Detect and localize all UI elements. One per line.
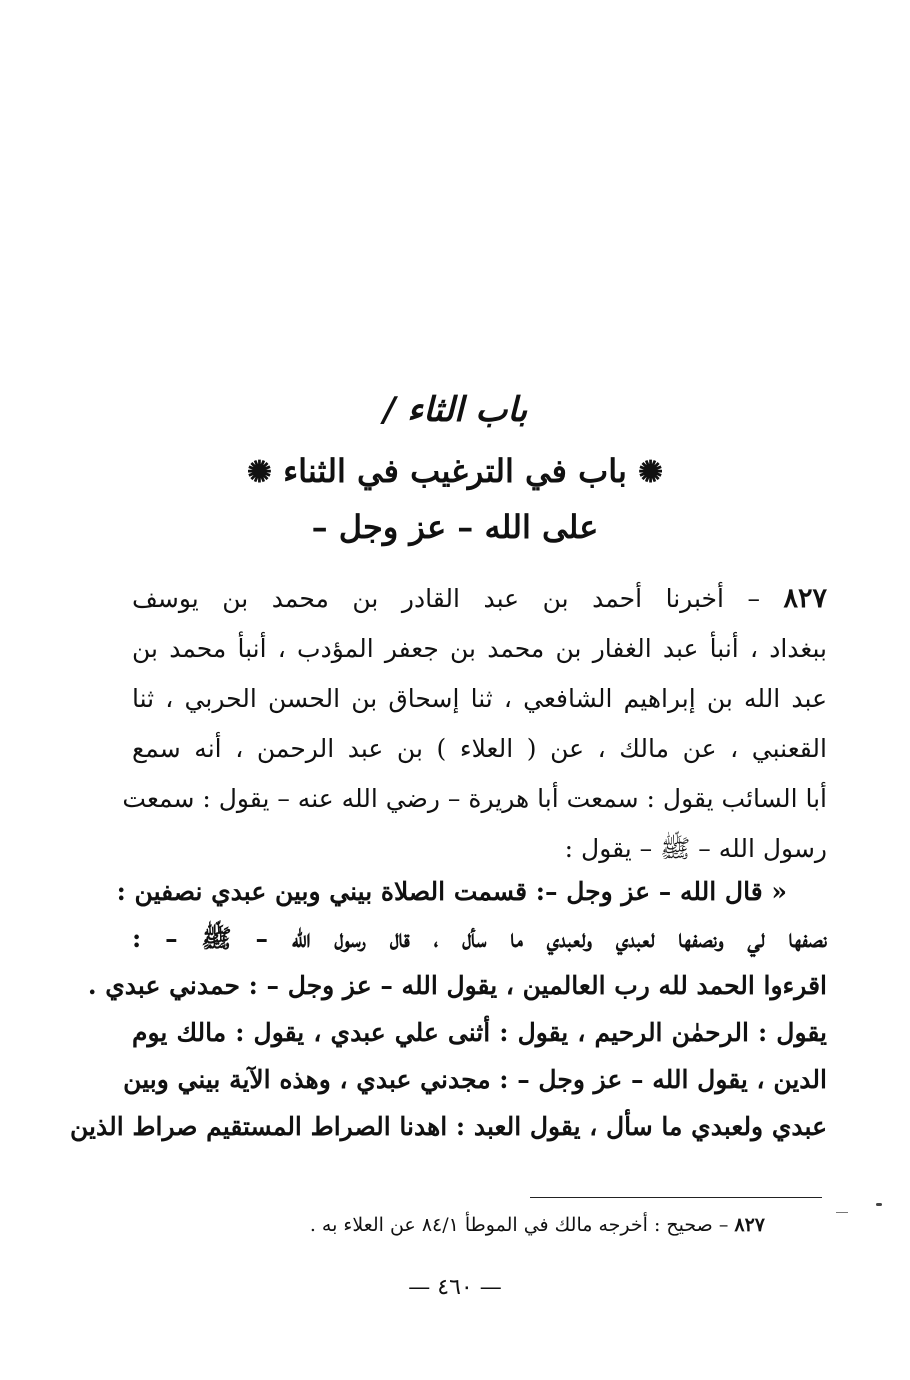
footnote-text: – صحيح : أخرجه مالك في الموطأ ٨٤/١ عن العلاء به . — [309, 1214, 729, 1236]
hadith-matn — [70, 868, 827, 1150]
footnote — [310, 1214, 765, 1236]
matn-line: اقرءوا الحمد لله رب العالمين ، يقول الله – عز وجل – : حمدني عبدي . — [87, 971, 827, 1000]
footnote-divider — [530, 1197, 822, 1198]
ornament-star-icon: ✺ — [638, 455, 664, 490]
isnad-line: عبد الله بن إبراهيم الشافعي ، ثنا إسحاق بن الحسن الحربي ، ثنا — [132, 684, 827, 713]
footnote-number: ٨٢٧ — [734, 1214, 765, 1236]
hadith-number: ٨٢٧ — [783, 583, 827, 614]
section-title-line2: على الله – عز وجل – — [311, 508, 599, 546]
isnad-line: ببغداد ، أنبأ عبد الغفار بن محمد بن جعفر المؤدب ، أنبأ محمد بن — [132, 634, 827, 663]
isnad-line: أبا السائب يقول : سمعت أبا هريرة – رضي الله عنه – يقول : سمعت — [122, 784, 827, 813]
ink-speck — [836, 1212, 848, 1213]
ink-speck — [876, 1203, 882, 1206]
chapter-heading: باب الثاء / — [382, 390, 528, 430]
isnad-line: رسول الله – ﷺ – يقول : — [564, 834, 827, 863]
matn-line: نصفها لي ونصفها لعبدي ولعبدي ما سأل ، قال رسول الله – ﷺ – : — [132, 924, 827, 953]
isnad-line: القعنبي ، عن مالك ، عن ( العلاء ) بن عبد الرحمن ، أنه سمع — [132, 734, 827, 763]
section-title-line1 — [0, 452, 910, 490]
page-number: — ٤٦٠ — — [408, 1275, 502, 1300]
section-title-text: باب في الترغيب في الثناء — [283, 452, 627, 490]
matn-line: « قال الله – عز وجل –: قسمت الصلاة بيني وبين عبدي نصفين : — [116, 877, 787, 906]
ornament-star-icon: ✺ — [246, 455, 272, 490]
matn-line: الدين ، يقول الله – عز وجل – : مجدني عبدي ، وهذه الآية بيني وبين — [123, 1065, 827, 1094]
matn-line: عبدي ولعبدي ما سأل ، يقول العبد : اهدنا الصراط المستقيم صراط الذين — [70, 1112, 827, 1141]
isnad-line: ٨٢٧ – أخبرنا أحمد بن عبد القادر بن محمد بن يوسف — [132, 583, 827, 614]
hadith-isnad — [122, 574, 827, 874]
matn-line: يقول : الرحمٰن الرحيم ، يقول : أثنى علي عبدي ، يقول : مالك يوم — [132, 1018, 827, 1047]
